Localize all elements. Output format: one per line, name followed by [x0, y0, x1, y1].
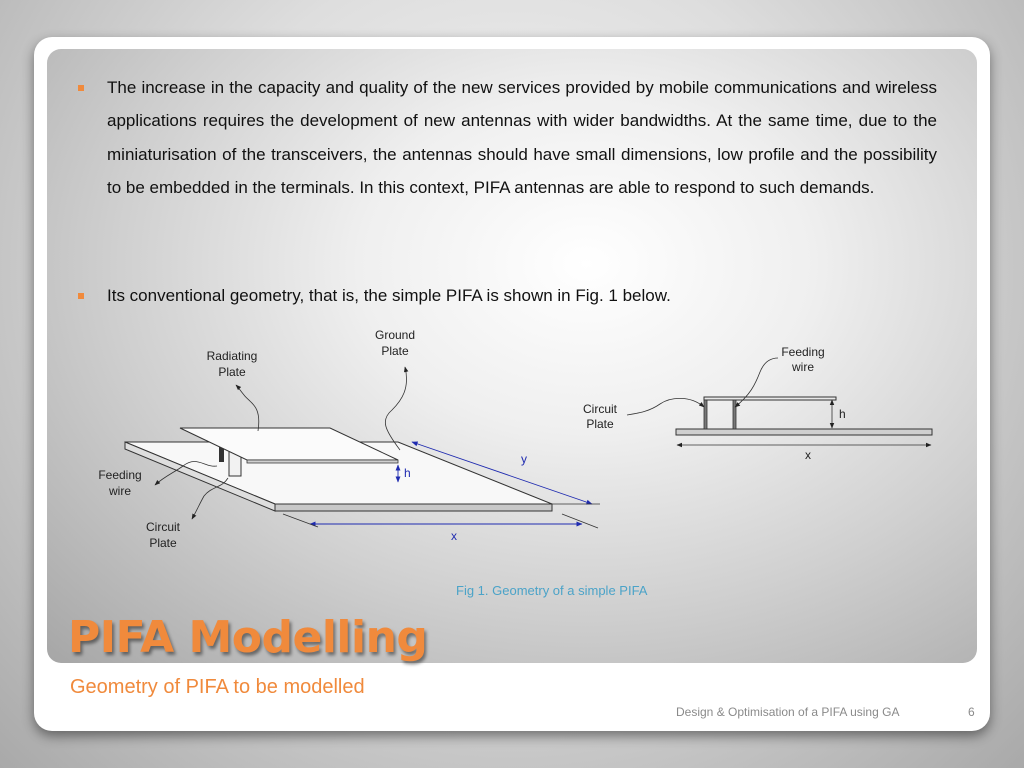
side-dimension-x-label: x [805, 448, 811, 462]
ground-plate-label-line2: Plate [381, 344, 409, 358]
bullet-text-2: Its conventional geometry, that is, the simple PIFA is shown in Fig. 1 below. [107, 286, 671, 305]
side-circuit-plate-label-line2: Plate [586, 417, 614, 431]
side-feed-wire [733, 400, 736, 429]
slide-number: 6 [968, 705, 975, 719]
pifa-side-view [583, 345, 932, 462]
dimension-x-label: x [451, 529, 457, 543]
slide-footer: Design & Optimisation of a PIFA using GA [676, 705, 900, 719]
side-feeding-wire-label-line2: wire [791, 360, 815, 374]
side-shorting-wall [704, 400, 707, 429]
side-ground-plate [676, 429, 932, 435]
circuit-plate-label-line2: Plate [149, 536, 177, 550]
radiating-plate-label-line2: Plate [218, 365, 246, 379]
dimension-y-label: y [521, 452, 527, 466]
dimension-h-label: h [404, 466, 411, 480]
bullet-text-1: The increase in the capacity and quality of the new services provided by mobile communications and wireless applications requires the development of new antennas with wider bandwidths. At the same time, due to the miniaturisation of the transceivers, the antennas should have small dimensions, low profile and the possibility to be embedded in the terminals. In this context, PIFA antennas are able to respond to such demands. [107, 78, 937, 197]
side-feeding-wire-label-line1: Feeding [781, 345, 825, 359]
ground-plane-front-edge [275, 504, 552, 511]
slide-subtitle: Geometry of PIFA to be modelled [70, 676, 365, 698]
side-circuit-plate-label-line1: Circuit [582, 402, 618, 416]
circuit-plate-label-line1: Circuit [145, 520, 181, 534]
slide-title: PIFA Modelling [68, 612, 428, 663]
side-top-plate [704, 397, 836, 400]
feeding-wire-label-line1: Feeding [98, 468, 142, 482]
radiating-plate-label-line1: Radiating [206, 349, 258, 363]
ground-plate-label-line1: Ground [374, 328, 416, 342]
pifa-3d-view [98, 328, 600, 550]
side-dimension-h-label: h [839, 407, 846, 421]
feeding-wire-label-line2: wire [108, 484, 132, 498]
figure-caption: Fig 1. Geometry of a simple PIFA [456, 583, 648, 598]
